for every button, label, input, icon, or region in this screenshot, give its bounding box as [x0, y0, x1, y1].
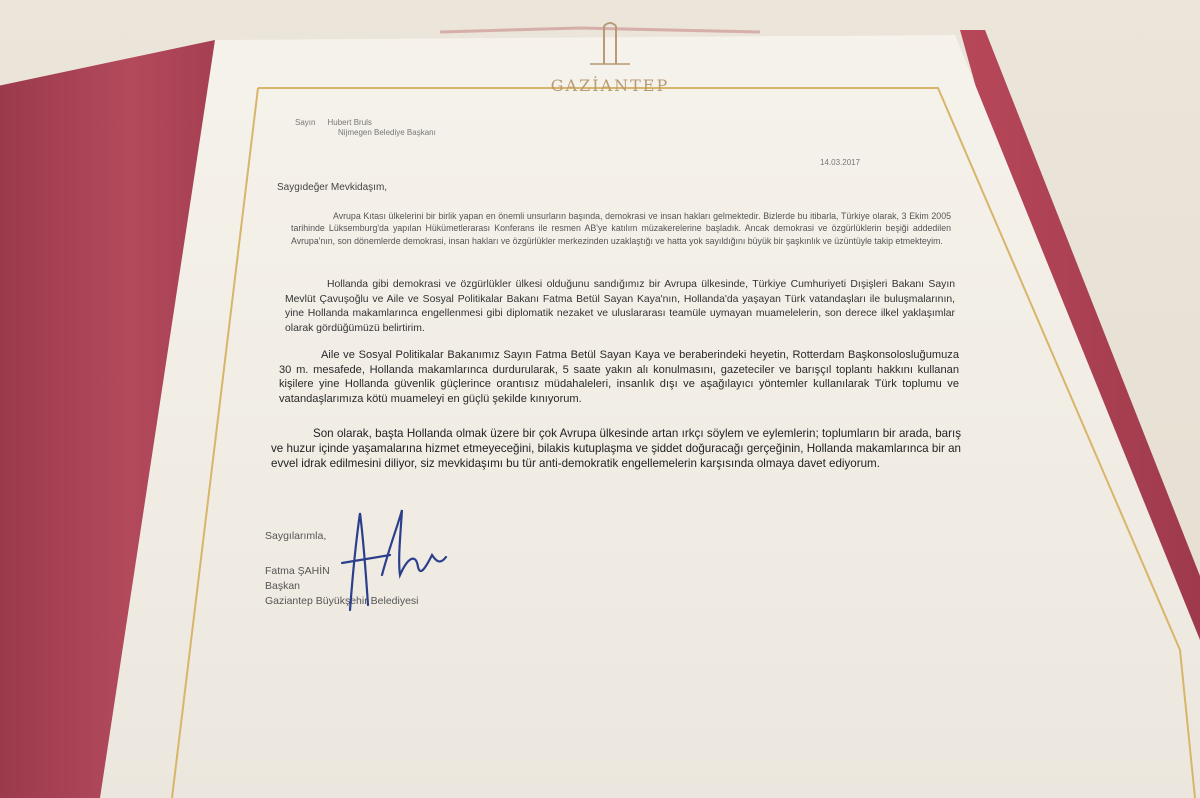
paragraph-4: Son olarak, başta Hollanda olmak üzere bir çok Avrupa ülkesinde artan ırkçı söylem ve eylemlerin; toplumların bir arada, barış ve huzur içinde yaşamalarına hizmet etmeyeceğini, bilakis kutuplaşma ve şiddet doğuracağı gerçeğinin, Hollanda makamlarınca bir an evvel idrak edilmesini diliyor, siz mevkidaşımı bu tür anti-demokratik engellemelerin karşısında olmaya davet ediyorum.: [271, 427, 961, 471]
paragraph-1: Avrupa Kıtası ülkelerini bir birlik yapan en önemli unsurların başında, demokrasi ve insan hakları gelmektedir. Bizlerde bu itibarla, Türkiye olarak, 3 Ekim 2005 tarihinde Lüksemburg'da yapılan Hükümetlerarası Konferans ile resmen AB'ye katılım müzakerelerine başladık. Ancak demokrasi ve özgürlüklerin beşiği addedilen Avrupa'nın, son dönemlerde demokrasi, insan hakları ve özgürlükler merkezinden uzaklaştığı ve hatta yok sayıldığını büyük bir şaşkınlık ve üzüntüyle takip etmekteyim.: [291, 211, 951, 246]
city-logo-icon: [520, 20, 700, 80]
letter-date: 14.03.2017: [820, 158, 861, 167]
signatory-organization: Gaziantep Büyükşehir Belediyesi: [265, 595, 419, 607]
handwritten-signature-icon: [320, 505, 460, 625]
salutation-prefix: Sayın: [295, 118, 316, 127]
recipient-title: Nijmegen Belediye Başkanı: [338, 128, 436, 137]
closing: Saygılarımla,: [265, 530, 327, 542]
paragraph-2: Hollanda gibi demokrasi ve özgürlükler ülkesi olduğunu sandığımız bir Avrupa ülkesinde, Türkiye Cumhuriyeti Dışişleri Bakanı Sayın Mevlüt Çavuşoğlu ve Aile ve Sosyal Politikalar Bakanı Fatma Betül Sayan Kaya'nın, Hollanda'da yaşayan Türk vatandaşları ile buluşmalarının, yine Hollanda makamlarınca engellenmesi gibi diplomatik nezaket ve uluslararası teamüle uymayan muamelelerin, son derece ilkel yaklaşımlar olarak gördüğümüzü belirtirim.: [285, 279, 955, 334]
recipient-block: [295, 118, 965, 138]
recipient-name: Hubert Bruls: [327, 118, 372, 127]
letter-body: [265, 118, 965, 607]
signatory-name: Fatma ŞAHİN: [265, 565, 330, 577]
paragraph-3: Aile ve Sosyal Politikalar Bakanımız Sayın Fatma Betül Sayan Kaya ve beraberindeki heyetin, Rotterdam Başkonsolosluğumuza 30 m. mesafede, Hollanda makamlarınca durdurularak, 5 saate yakın alı konulmasını, gazeteciler ve barışçıl toplantı hakkını kullanan kişilere yine Hollanda güvenlik güçlerince orantısız müdahaleleri, insanlık dışı ve aşağılayıcı yöntemler kullanılarak Türk toplumu ve vatandaşlarımıza kötü muameleyi en güçlü şekilde kınıyorum.: [279, 349, 959, 405]
letterhead: [520, 20, 700, 100]
signatory-position: Başkan: [265, 580, 301, 592]
letterhead-logo-text: GAZİANTEP: [550, 76, 670, 95]
greeting: Saygıdeğer Mevkidaşım,: [277, 182, 388, 193]
